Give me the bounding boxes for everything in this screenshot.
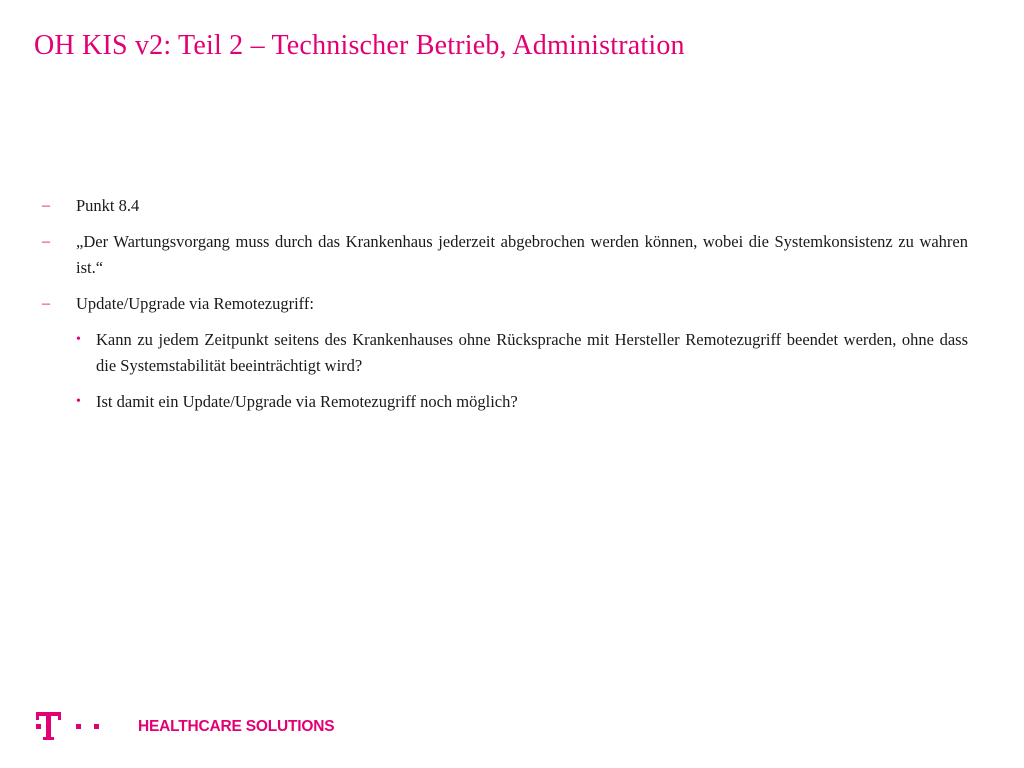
slide-title: OH KIS v2: Teil 2 – Technischer Betrieb, Administration xyxy=(34,30,685,61)
dash-marker: – xyxy=(42,295,50,312)
sub-bullet-text: Ist damit ein Update/Upgrade via Remotezugriff noch möglich? xyxy=(96,392,518,411)
sub-bullet-text: Kann zu jedem Zeitpunkt seitens des Krankenhauses ohne Rücksprache mit Hersteller Remotezugriff beendet werden, ohne dass die Systemstabilität beeinträchtigt wird? xyxy=(96,330,968,375)
bullet-text: Punkt 8.4 xyxy=(76,196,140,215)
bullet-text: Update/Upgrade via Remotezugriff: xyxy=(76,294,314,313)
bullet-item xyxy=(42,291,968,317)
telekom-t-logo-icon xyxy=(36,708,108,744)
dot-marker: • xyxy=(76,332,81,347)
dash-marker: – xyxy=(42,197,50,214)
dash-marker: – xyxy=(42,233,50,250)
bullet-item xyxy=(42,229,968,281)
footer xyxy=(36,708,356,744)
sub-bullet-item xyxy=(42,327,968,379)
dot-marker: • xyxy=(76,394,81,409)
sub-bullet-item xyxy=(42,389,968,415)
bullet-text: „Der Wartungsvorgang muss durch das Krankenhaus jederzeit abgebrochen werden können, wobei die Systemkonsistenz zu wahren ist.“ xyxy=(76,232,968,277)
bullet-list xyxy=(42,193,968,425)
bullet-item xyxy=(42,193,968,219)
brand-name: HEALTHCARE SOLUTIONS xyxy=(138,718,335,735)
